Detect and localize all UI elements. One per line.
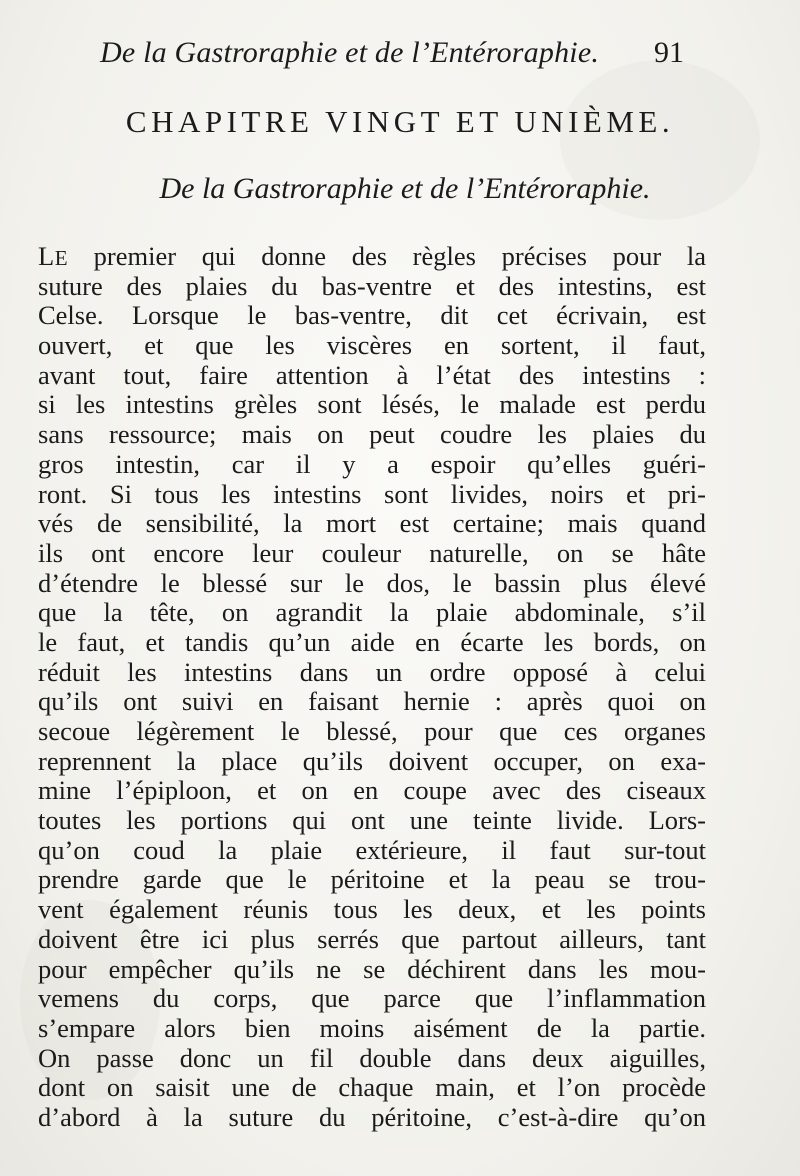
text-line: reprennent la place qu’ils doivent occuper, on exa- [38, 745, 706, 776]
text-line: ront. Si tous les intestins sont livides, noirs et pri- [38, 478, 706, 509]
text-line: ils ont encore leur couleur naturelle, on se hâte [38, 537, 706, 568]
text-line: prendre garde que le péritoine et la peau se trou- [38, 864, 706, 895]
text-line: vent également réunis tous les deux, et les points [38, 894, 706, 925]
text-line: avant tout, faire attention à l’état des intestins : [38, 359, 706, 390]
running-head-title: De la Gastroraphie et de l’Entéroraphie. [100, 36, 600, 69]
text-line: d’abord à la suture du péritoine, c’est-à-dire qu’on [38, 1101, 706, 1132]
text-line [38, 242, 706, 272]
drop-initial: L [38, 241, 55, 271]
text-line: dont on saisit une de chaque main, et l’on procède [38, 1072, 706, 1103]
small-caps-letter: E [54, 246, 69, 270]
text-line: réduit les intestins dans un ordre opposé à celui [38, 656, 706, 687]
text-line: On passe donc un fil double dans deux aiguilles, [38, 1042, 706, 1073]
text-lines [38, 272, 706, 1133]
text-line: que la tête, on agrandit la plaie abdominale, s’il [38, 597, 706, 628]
text-line: qu’on coud la plaie extérieure, il faut sur-tout [38, 834, 706, 865]
chapter-title: CHAPITRE VINGT ET UNIÈME. [125, 104, 675, 139]
section-title: De la Gastroraphie et de l’Entéroraphie. [159, 172, 651, 205]
text-line: pour empêcher qu’ils ne se déchirent dans les mou- [38, 953, 706, 984]
text-line: vés de sensibilité, la mort est certaine; mais quand [38, 508, 706, 539]
text-line: doivent être ici plus serrés que partout ailleurs, tant [38, 923, 706, 954]
page-number: 91 [654, 36, 684, 69]
text-line: sans ressource; mais on peut coudre les plaies du [38, 419, 706, 450]
text-line: qu’ils ont suivi en faisant hernie : après quoi on [38, 686, 706, 717]
text-line: s’empare alors bien moins aisément de la partie. [38, 1012, 706, 1043]
text-line: d’étendre le blessé sur le dos, le bassin plus élevé [38, 567, 706, 598]
text-line: secoue légèrement le blessé, pour que ces organes [38, 716, 706, 746]
text-line: gros intestin, car il y a espoir qu’elles guéri- [38, 448, 706, 479]
text-line: le faut, et tandis qu’un aide en écarte les bords, on [38, 626, 706, 657]
text-line: ouvert, et que les viscères en sortent, il faut, [38, 330, 706, 361]
text-line: toutes les portions qui ont une teinte livide. Lors- [38, 805, 706, 836]
text-line: suture des plaies du bas-ventre et des intestins, est [38, 270, 706, 301]
first-line-text: premier qui donne des règles précises pour la [68, 241, 706, 271]
body-paragraph [38, 242, 706, 1133]
text-line: vemens du corps, que parce que l’inflammation [38, 983, 706, 1014]
running-head [0, 36, 800, 76]
text-line: Celse. Lorsque le bas-ventre, dit cet écrivain, est [38, 300, 706, 331]
text-line: mine l’épiploon, et on en coupe avec des ciseaux [38, 775, 706, 806]
text-line: si les intestins grèles sont lésés, le malade est perdu [38, 389, 706, 420]
